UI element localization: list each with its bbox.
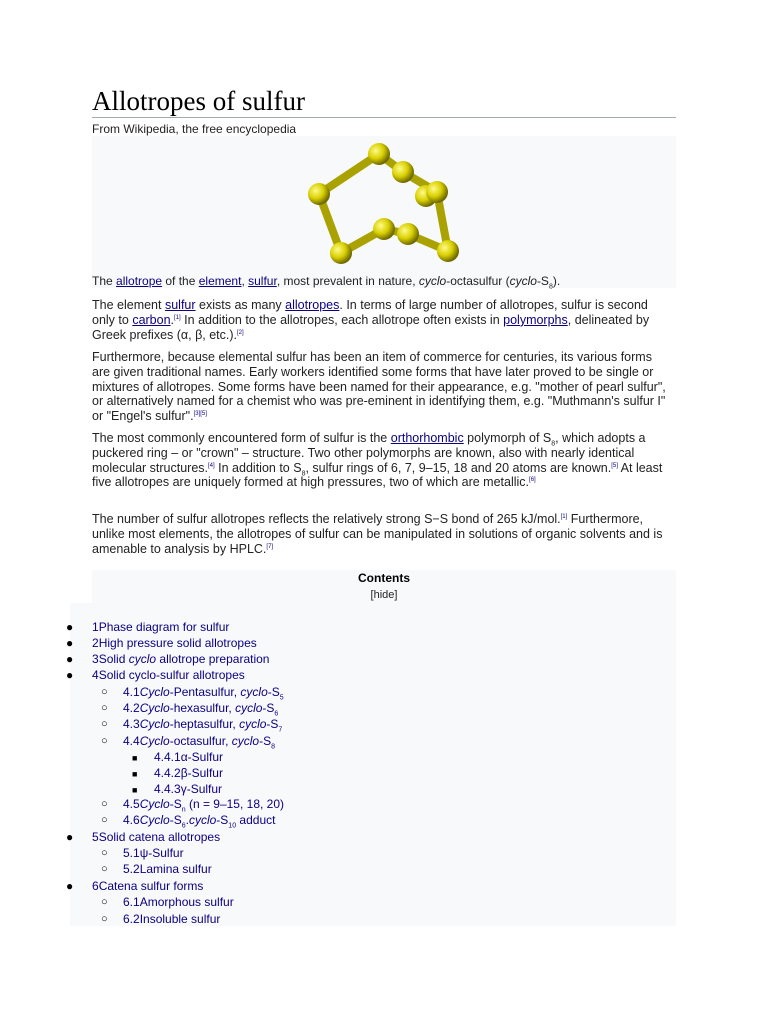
ref-4[interactable]: [4] [208, 462, 215, 469]
toc-item-5[interactable]: ● 5Solid catena allotropes [66, 830, 221, 844]
circle-bullet-icon: ○ [101, 814, 108, 826]
toc-item-6-2[interactable]: ○ 6.2Insoluble sulfur [101, 912, 221, 926]
square-bullet-icon: ■ [132, 769, 138, 779]
site-tagline: From Wikipedia, the free encyclopedia [92, 122, 297, 136]
ref-7[interactable]: [7] [266, 543, 274, 550]
circle-bullet-icon: ○ [101, 913, 108, 925]
circle-bullet-icon: ○ [101, 702, 108, 714]
ref-1b[interactable]: [1] [560, 513, 568, 520]
link-polymorphs[interactable]: polymorphs [503, 312, 568, 327]
circle-bullet-icon: ○ [101, 863, 108, 875]
link-sulfur[interactable]: sulfur [248, 274, 277, 288]
toc-item-4-3[interactable]: ○ 4.3Cyclo-heptasulfur, cyclo-$S_7$ [101, 717, 283, 734]
toc-item-2[interactable]: ● 2High pressure solid allotropes [66, 636, 257, 650]
ref-3-5[interactable]: [3][5] [193, 411, 207, 418]
square-bullet-icon: ■ [132, 785, 138, 795]
link-carbon[interactable]: carbon [132, 312, 171, 327]
figure-caption: The allotrope of the element, sulfur, most prevalent in nature, cyclo-octasulfur $(cyclo-S_8)$. [92, 274, 561, 291]
circle-bullet-icon: ○ [101, 686, 108, 698]
toc-item-4-2[interactable]: ○ 4.2Cyclo-hexasulfur, cyclo-$S_6$ [101, 701, 279, 718]
toc-title: Contents [358, 571, 410, 585]
disc-bullet-icon: ● [66, 830, 74, 844]
intro-paragraph-1: The element sulfur exists as many allotropes. In terms of large number of allotropes, sulfur is second only to carbon.[1] In addition to the allotropes, each allotrope often exists in polymorphs, delineated by Greek prefixes (α, β, etc.).[2] [92, 298, 650, 342]
link-sulfur-body[interactable]: sulfur [164, 298, 196, 312]
lead-figure [92, 136, 676, 291]
ref-2[interactable]: [2] [237, 329, 244, 336]
toc-item-3[interactable]: ● 3Solid cyclo allotrope preparation [66, 652, 270, 666]
cyclooctasulfur-molecule-image[interactable] [290, 138, 478, 270]
intro-paragraph-4: The number of sulfur allotropes reflects the relatively strong S−S bond of 265 kJ/mol.[1] Furthermore, unlike most elements, the allotropes of sulfur can be manipulated in solutions of organic solvents and is amenable to analysis by HPLC.[7] [92, 512, 663, 556]
circle-bullet-icon: ○ [101, 718, 108, 730]
intro-paragraph-2: Furthermore, because elemental sulfur has been an item of commerce for centuries, its various forms are given traditional names. Early workers identified some forms that have later proved to be single or mixtures of allotropes. Some forms have been named for their appearance, e.g. "mother of pearl sulfur", or alternatively named for a chemist who was pre-eminent in identifying them, e.g. "Muthmann's sulfur I" or "Engel's sulfur".[3][5] [92, 350, 666, 424]
toc-item-4-4-1[interactable]: ■ 4.4.1α-Sulfur [132, 750, 223, 764]
disc-bullet-icon: ● [66, 668, 74, 682]
toc-hide-toggle[interactable]: [hide] [370, 589, 398, 601]
toc-item-4-5[interactable]: ○ $4.5Cyclo-S_n$ (n = 9–15, 18, 20) [101, 797, 285, 814]
circle-bullet-icon: ○ [101, 735, 108, 747]
page-title: Allotropes of sulfur [92, 86, 305, 116]
toc-item-5-1[interactable]: ○ 5.1ψ-Sulfur [101, 846, 184, 860]
link-allotrope[interactable]: allotrope [116, 274, 163, 288]
toc-item-4-4-3[interactable]: ■ 4.4.3γ-Sulfur [132, 782, 223, 796]
link-orthorhombic[interactable]: orthorhombic [390, 431, 464, 445]
toc-item-6-1[interactable]: ○ 6.1Amorphous sulfur [101, 895, 234, 909]
toc-item-1[interactable]: ● 1Phase diagram for sulfur [66, 620, 230, 634]
link-element[interactable]: element [198, 274, 242, 288]
toc-item-4-6[interactable]: ○ $4.6Cyclo-S_6.cyclo-S_{10}$ adduct [101, 813, 276, 830]
disc-bullet-icon: ● [66, 652, 74, 666]
ref-5[interactable]: [5] [611, 462, 618, 469]
disc-bullet-icon: ● [66, 620, 74, 634]
circle-bullet-icon: ○ [101, 896, 108, 908]
ref-1[interactable]: [1] [174, 314, 181, 321]
toc-item-4[interactable]: ● 4Solid cyclo-sulfur allotropes [66, 668, 245, 682]
circle-bullet-icon: ○ [101, 798, 108, 810]
toc-item-4-1[interactable]: ○ 4.1Cyclo-Pentasulfur, cyclo-$S_5$ [101, 685, 284, 702]
toc-item-4-4[interactable]: ○ 4.4Cyclo-octasulfur, cyclo-$S_8$ [101, 734, 275, 751]
toc-item-4-4-2[interactable]: ■ 4.4.2β-Sulfur [132, 766, 223, 780]
square-bullet-icon: ■ [132, 753, 138, 763]
link-allotropes[interactable]: allotropes [285, 298, 340, 312]
toc-item-6[interactable]: ● 6Catena sulfur forms [66, 879, 204, 893]
disc-bullet-icon: ● [66, 636, 74, 650]
toc-item-5-2[interactable]: ○ 5.2Lamina sulfur [101, 862, 212, 876]
ref-6[interactable]: [6] [529, 477, 536, 484]
title-divider [92, 117, 676, 118]
intro-paragraph-3: The most commonly encountered form of sulfur is the orthorhombic polymorph of $S_8$, which adopts a puckered ring – or "crown" – structure. Two other polymorphs are known, also with nearly identical molecular structures.[4] In addition to $S_8$, sulfur rings of 6, 7, 9–15, 18 and 20 atoms are known.[5] At least five allotropes are uniquely formed at high pressures, two of which are metallic.[6] [92, 431, 663, 490]
circle-bullet-icon: ○ [101, 847, 108, 859]
disc-bullet-icon: ● [66, 879, 74, 893]
